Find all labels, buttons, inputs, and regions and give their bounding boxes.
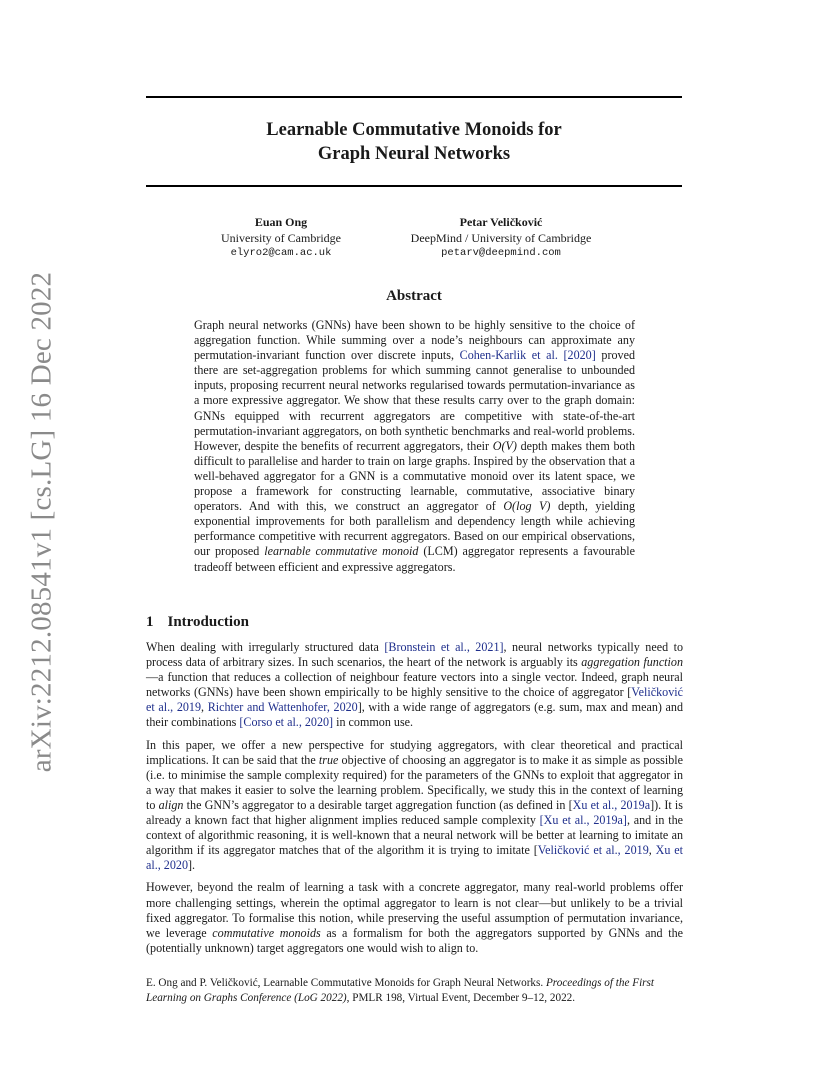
author-email[interactable]: elyro2@cam.ac.uk xyxy=(230,247,332,259)
abstract-text-segment: depth makes them both difficult to parallelise and harder to train on large graphs. Inspired by the observation that a well-behaved aggregator for a GNN is a commutative monoid over its latent space, we propose a framework for constructing learnable, commutative, associative binary operators. And with this, we construct an aggregator of xyxy=(194,438,635,514)
citation-link[interactable]: Veličković et al., 2019 xyxy=(537,843,649,858)
text-segment: ]. xyxy=(188,858,196,873)
math-expression: O(V) xyxy=(492,438,517,453)
text-segment: , xyxy=(648,843,656,858)
citation-link[interactable]: [Xu et al., 2019a] xyxy=(539,813,627,828)
abstract-text-segment: (LCM) aggregator represents a favourable tradeoff between efficient and expressive aggregators. xyxy=(194,544,635,574)
author-affiliation: DeepMind / University of Cambridge xyxy=(410,230,592,245)
footnote-text: E. Ong and P. Veličković, Learnable Commutative Monoids for Graph Neural Networks. xyxy=(146,977,546,989)
abstract-heading: Abstract xyxy=(386,288,442,304)
paragraph-2 xyxy=(146,738,683,874)
author-name: Euan Ong xyxy=(254,215,308,229)
emphasis-term: true xyxy=(318,752,339,767)
emphasis-term: commutative monoids xyxy=(212,925,321,940)
abstract-text xyxy=(194,318,635,575)
paper-title xyxy=(146,118,682,166)
text-segment: objective of choosing an aggregator is to make it as simple as possible (i.e. to minimise the sample complexity required) for the parameters of the GNNs to exploit that aggregator in a way that makes it easier to solve the learning problem. Specifically, we study this in the context of learning to xyxy=(146,752,684,812)
text-segment: as a formalism for both the aggregators supported by GNNs and the (potentially unknown) target aggregators one would wish to align to. xyxy=(146,925,683,955)
emphasis-term: aggregation function xyxy=(581,655,683,670)
citation-link[interactable]: [Corso et al., 2020] xyxy=(239,715,334,730)
abstract-text-segment: proved there are set-aggregation problems for which summing cannot generalise to unbounded inputs, proposing recurrent neural networks regularised towards permutation-invariance as a more expressive aggregator. We show that these results carry over to the graph domain: GNNs equipped with recurrent aggregators are competitive with state-of-the-art permutation-invariant aggregators, on both synthetic benchmarks and real-world problems. However, despite the benefits of recurrent aggregators, their xyxy=(194,348,635,453)
section-heading-introduction xyxy=(146,614,249,631)
author-email[interactable]: petarv@deepmind.com xyxy=(441,247,561,259)
emphasis-term: align xyxy=(158,797,184,812)
text-segment: However, beyond the realm of learning a task with a concrete aggregator, many real-world problems offer more challenging settings, wherein the optimal aggregator to learn is not clear—but unlikely to be a trivial fixed aggregator. To formalise this notion, while preserving the useful assumption of permutation invariance, we leverage xyxy=(146,880,683,940)
text-segment: the GNN’s aggregator to a desirable target aggregation function (as defined in [ xyxy=(183,797,573,812)
text-segment: in common use. xyxy=(333,715,414,730)
citation-link[interactable]: [Bronstein et al., 2021] xyxy=(384,640,504,654)
title-rule-bottom xyxy=(146,185,682,187)
text-segment: When dealing with irregularly structured data xyxy=(146,640,385,654)
paragraph-3 xyxy=(146,880,683,955)
text-segment: , xyxy=(201,700,208,715)
title-line-2: Graph Neural Networks xyxy=(317,144,511,164)
citation-link[interactable]: Veličković et al., 2019 xyxy=(146,685,683,715)
citation-link[interactable]: Xu et al., 2019a xyxy=(572,797,651,812)
text-segment: , and in the context of algorithmic reasoning, it is well-known that a neural network will be better at learning to imitate an algorithm if its aggregator matches that of the algorithm it is trying to imitate [ xyxy=(146,813,683,858)
math-expression: O(log V) xyxy=(503,499,551,514)
author-affiliation: University of Cambridge xyxy=(221,230,341,245)
footnote-text: , PMLR 198, Virtual Event, December 9–12, 2022. xyxy=(346,992,576,1004)
introduction-body xyxy=(146,640,683,963)
text-segment: ], with a wide range of aggregators (e.g. sum, max and mean) and their combinations xyxy=(146,700,684,730)
footnote-venue: Proceedings of the First Learning on Graphs Conference (LoG 2022) xyxy=(146,977,654,1004)
citation-link[interactable]: Richter and Wattenhofer, 2020 xyxy=(207,700,358,715)
author-name: Petar Veličković xyxy=(459,215,543,229)
abstract-text-segment: Graph neural networks (GNNs) have been shown to be highly sensitive to the choice of aggregation function. While summing over a node’s neighbours can approximate any permutation-invariant function over discrete inputs, xyxy=(194,318,635,363)
text-segment: —a function that reduces a collection of neighbour feature vectors into a single vector. Indeed, graph neural networks (GNNs) have been shown empirically to be highly sensitive to the choice of aggregator [ xyxy=(146,670,683,700)
emphasis-term: learnable commutative monoid xyxy=(264,544,419,559)
arxiv-identifier[interactable]: arXiv:2212.08541v1 [cs.LG] 16 Dec 2022 xyxy=(25,271,58,773)
section-title: Introduction xyxy=(167,614,249,630)
abstract-text-segment: depth, yielding exponential improvements for both parallelism and dependency length while achieving performance competitive with recurrent aggregators. Based on our empirical observations, our proposed xyxy=(194,499,636,559)
citation-link[interactable]: Cohen-Karlik et al. [2020] xyxy=(459,348,596,363)
paragraph-1 xyxy=(146,640,683,731)
citation-link[interactable]: Xu et al., 2020 xyxy=(146,843,683,873)
title-line-1: Learnable Commutative Monoids for xyxy=(266,120,562,140)
text-segment: In this paper, we offer a new perspective for studying aggregators, with clear theoretical and practical implications. It can be said that the xyxy=(146,737,683,767)
author-block-2 xyxy=(371,215,631,262)
conference-footnote xyxy=(146,976,683,1006)
title-rule-top xyxy=(146,96,682,98)
text-segment: , neural networks typically need to process data of arbitrary sizes. In such scenarios, the heart of the network is arguably its xyxy=(146,640,684,670)
text-segment: ]). It is already a known fact that higher alignment implies reduced sample complexity xyxy=(146,797,683,828)
section-number: 1 xyxy=(146,614,154,630)
